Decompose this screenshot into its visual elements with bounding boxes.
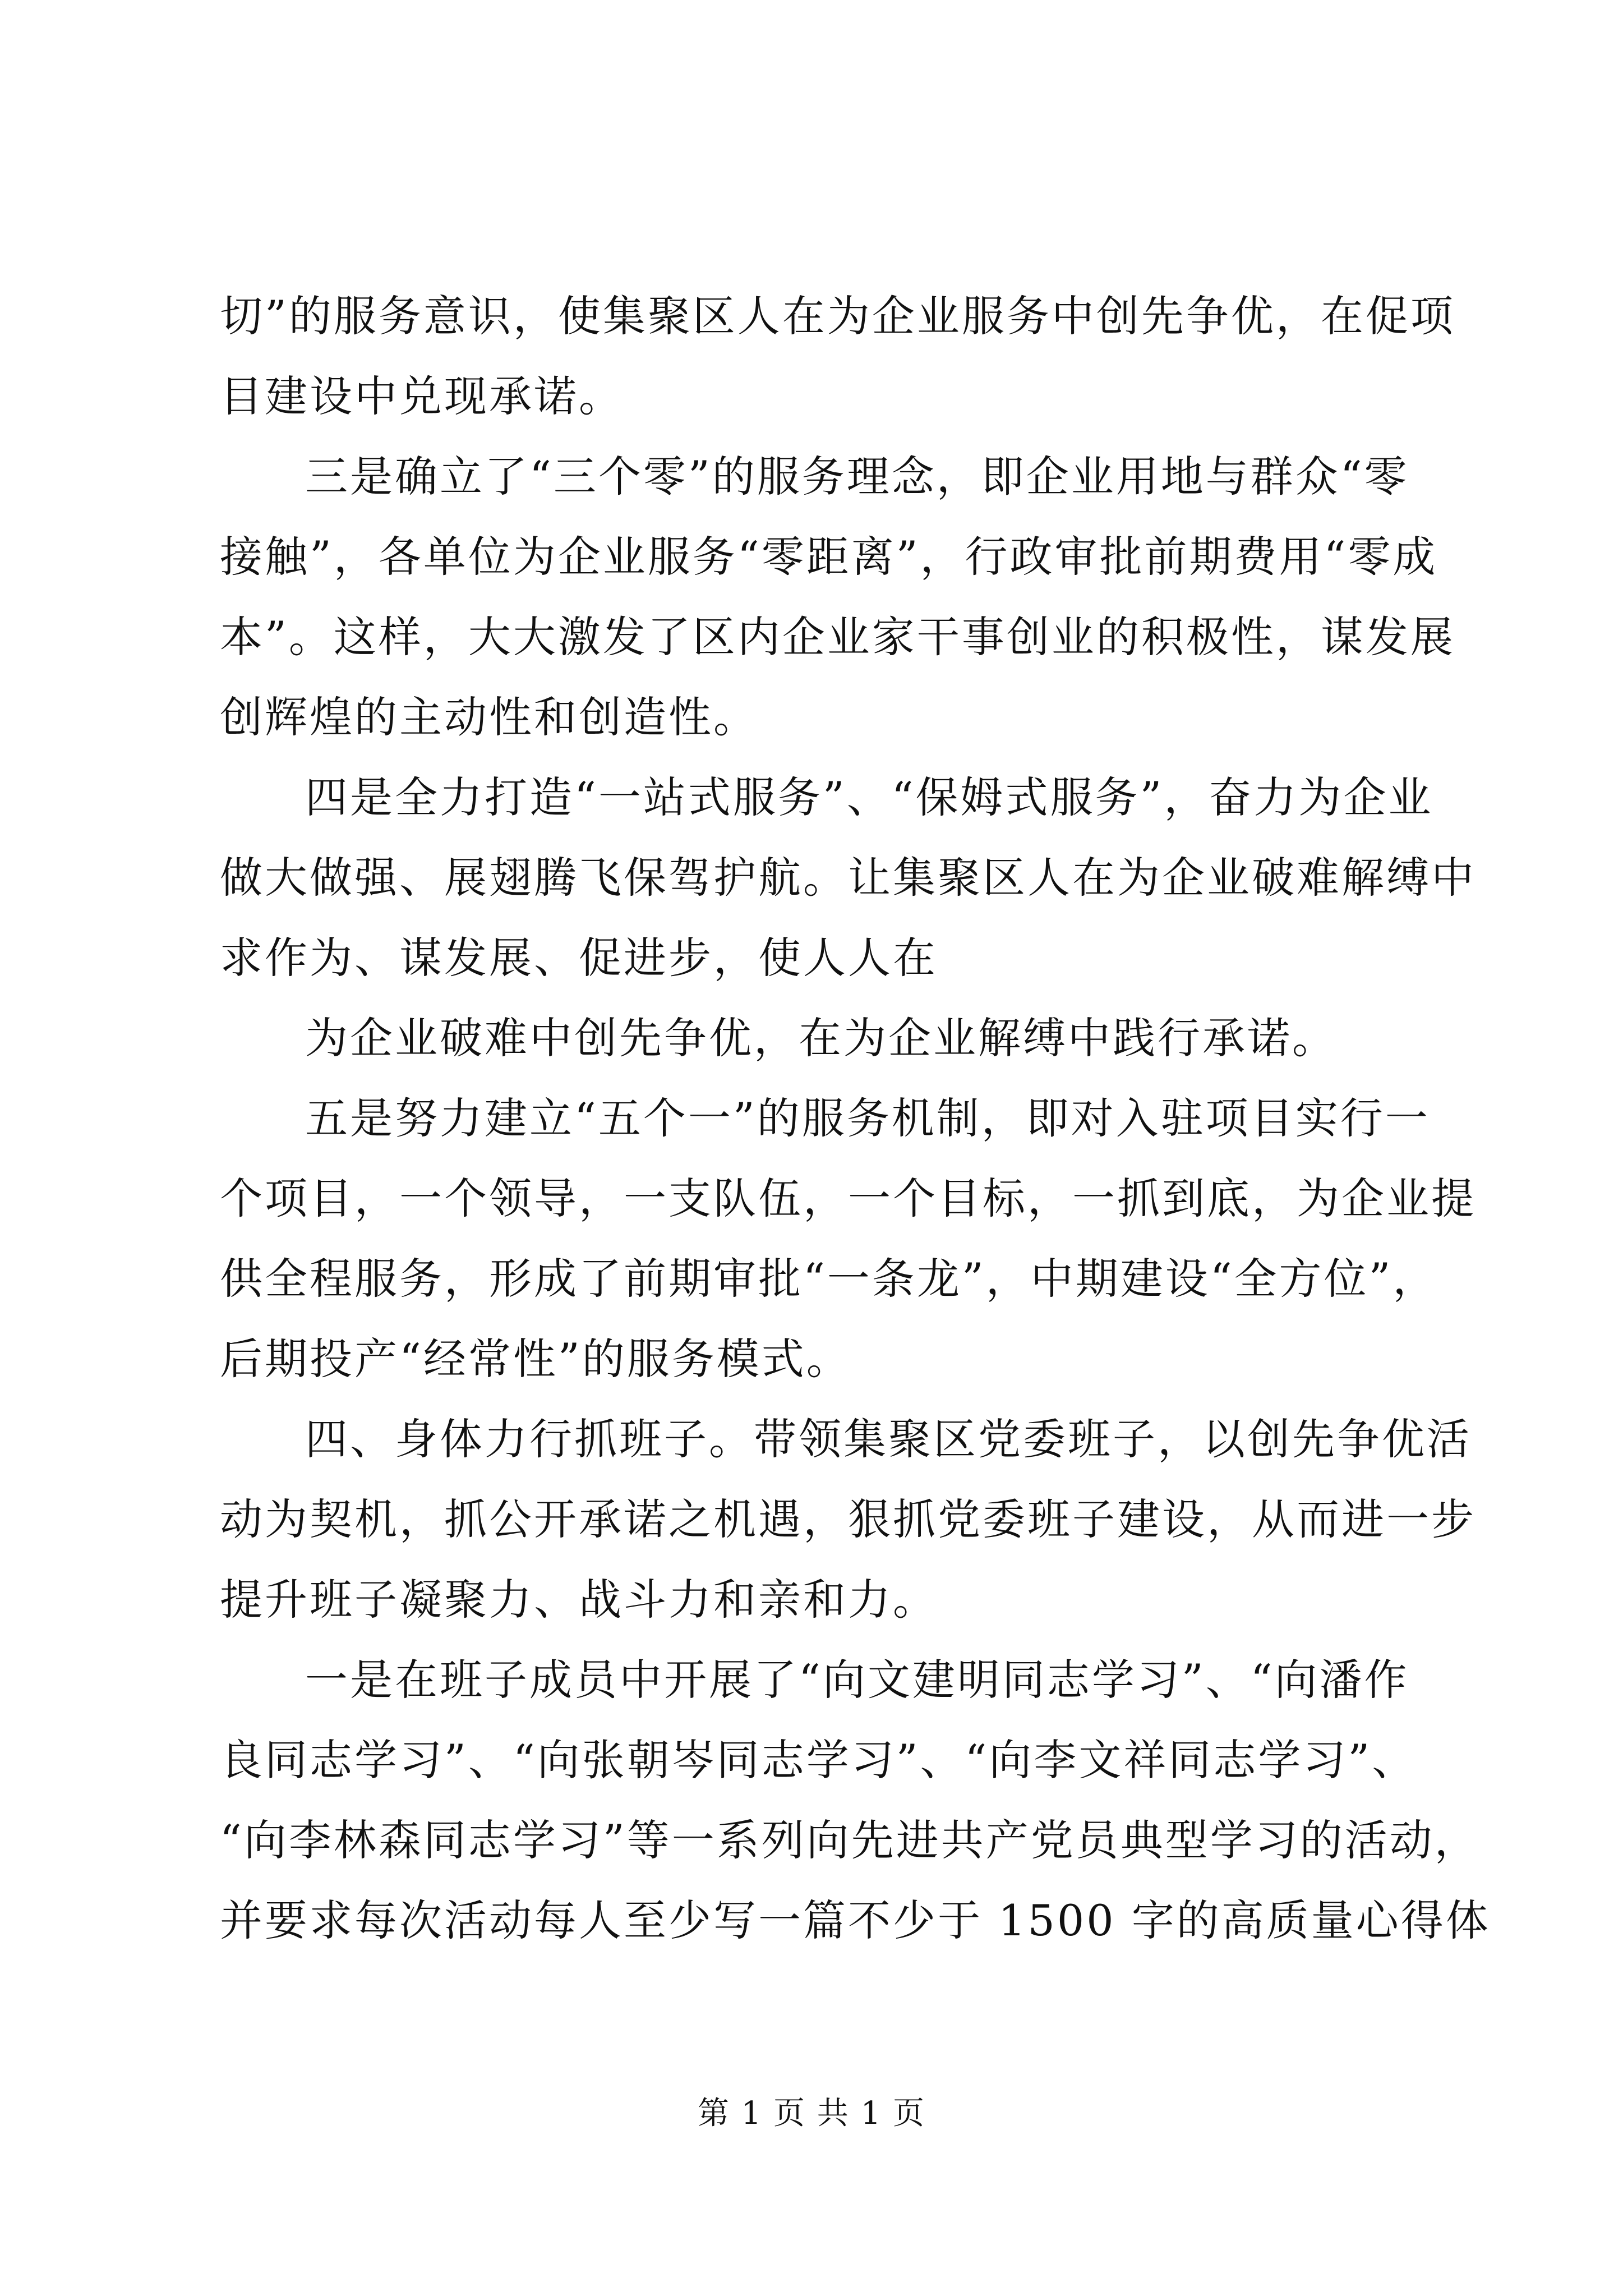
text-line-2: 目建设中兑现承诺。 [220,371,624,421]
text-line-21: 并要求每次活动每人至少写一篇不少于 1500 字的高质量心得体 [220,1895,1491,1945]
text-line-8: 做大做强、展翅腾飞保驾护航。让集聚区人在为企业破难解缚中 [220,853,1476,903]
text-line-4: 接触”，各单位为企业服务“零距离”，行政审批前期费用“零成 [220,532,1438,582]
text-line-14: 后期投产“经常性”的服务模式。 [220,1334,851,1384]
text-line-20: “向李林森同志学习”等一系列向先进共产党员典型学习的活动， [220,1815,1479,1865]
text-line-3: 三是确立了“三个零”的服务理念，即企业用地与群众“零 [305,452,1409,501]
text-line-13: 供全程服务，形成了前期审批“一条龙”，中期建设“全方位”， [220,1254,1438,1304]
page-number-label: 第 1 页 共 1 页 [697,2095,926,2132]
text-line-5: 本”。这样，大大激发了区内企业家干事创业的积极性，谋发展 [220,612,1455,662]
page-footer [0,2091,1623,2136]
text-line-9: 求作为、谋发展、促进步，使人人在 [220,933,938,983]
document-body [220,276,1491,1961]
text-line-18: 一是在班子成员中开展了“向文建明同志学习”、“向潘作 [305,1655,1409,1705]
text-line-19: 良同志学习”、“向张朝岑同志学习”、“向李文祥同志学习”、 [220,1735,1417,1785]
text-line-16: 动为契机，抓公开承诺之机遇，狠抓党委班子建设，从而进一步 [220,1494,1476,1544]
text-line-15: 四、身体力行抓班子。带领集聚区党委班子，以创先争优活 [305,1414,1472,1464]
text-line-10: 为企业破难中创先争优，在为企业解缚中践行承诺。 [305,1013,1337,1063]
text-line-7: 四是全力打造“一站式服务”、“保姆式服务”，奋力为企业 [305,772,1433,822]
text-line-12: 个项目，一个领导，一支队伍，一个目标，一抓到底，为企业提 [220,1174,1476,1223]
text-line-6: 创辉煌的主动性和创造性。 [220,692,758,742]
text-line-1: 切”的服务意识，使集聚区人在为企业服务中创先争优，在促项 [220,291,1455,341]
text-line-17: 提升班子凝聚力、战斗力和亲和力。 [220,1575,938,1625]
text-line-11: 五是努力建立“五个一”的服务机制，即对入驻项目实行一 [305,1093,1430,1143]
